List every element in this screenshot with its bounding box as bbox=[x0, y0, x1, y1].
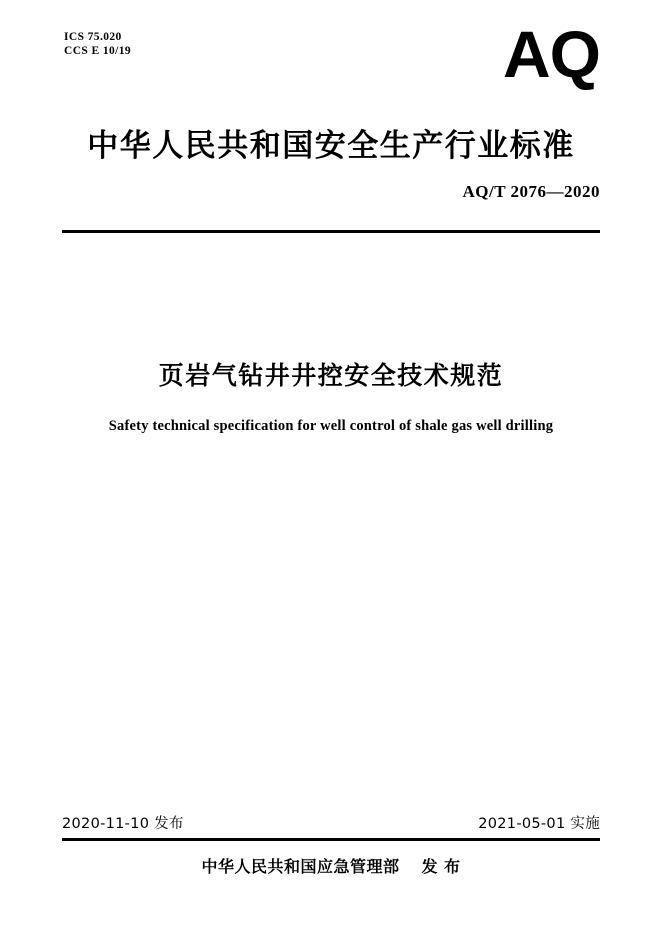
page-content bbox=[62, 0, 600, 936]
issuing-authority bbox=[62, 854, 600, 877]
ccs-code: CCS E 10/19 bbox=[64, 45, 132, 57]
issuer-action: 发 布 bbox=[421, 857, 461, 876]
issuer-name: 中华人民共和国应急管理部 bbox=[201, 857, 400, 876]
standard-number: AQ/T 2076—2020 bbox=[462, 182, 600, 201]
aq-logo: AQ bbox=[503, 17, 600, 91]
issue-date: 2020-11-10 发布 bbox=[62, 816, 184, 832]
document-title-english: Safety technical specification for well control of shale gas well drilling bbox=[108, 418, 554, 434]
standard-series-title: 中华人民共和国安全生产行业标准 bbox=[87, 128, 575, 164]
effective-date: 2021-05-01 实施 bbox=[478, 816, 600, 832]
classification-codes bbox=[64, 30, 131, 58]
ics-code: ICS 75.020 bbox=[64, 31, 122, 43]
header-divider bbox=[62, 230, 600, 233]
document-title-chinese: 页岩气钻井井控安全技术规范 bbox=[158, 361, 504, 390]
footer-divider bbox=[62, 838, 600, 841]
